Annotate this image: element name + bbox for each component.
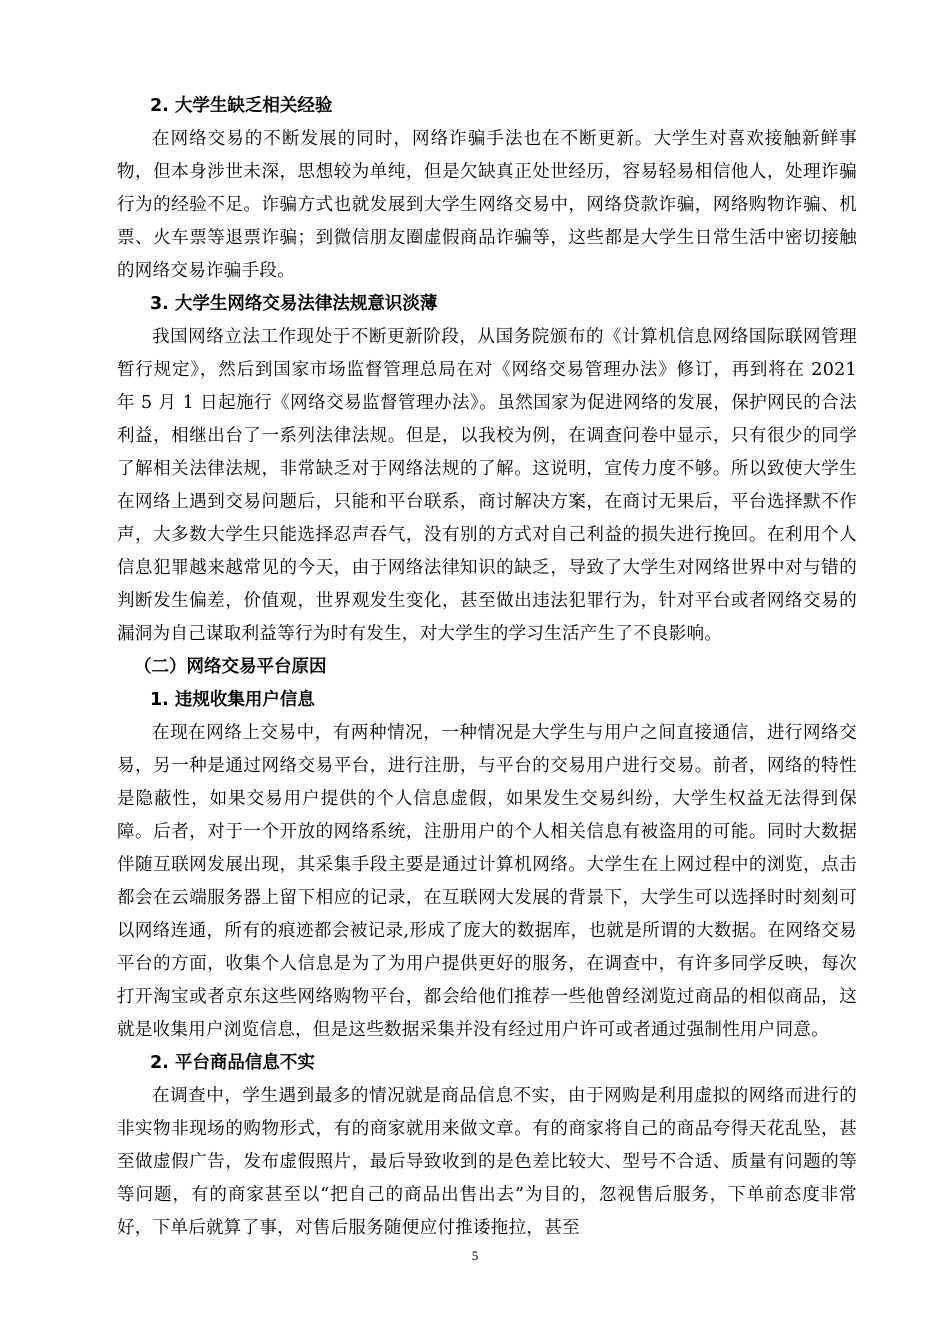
heading-false-info: 2. 平台商品信息不实 [150,1053,315,1073]
heading-platform-reasons: （二）网络交易平台原因 [134,657,327,677]
heading-illegal-collection: 1. 违规收集用户信息 [150,690,315,710]
paragraph-illegal-collection: 在现在网络上交易中，有两种情况，一种情况是大学生与用户之间直接通信，进行网络交易，另一种是通过网络交易平台，进行注册，与平台的交易用户进行交易。前者，网络的特性是隐蔽性，如果交易用户提供的个人信息虚假，如果发生交易纠纷，大学生权益无法得到保障。后者，对于一个开放的网络系统，注册用户的个人相关信息有被盗用的可能。同时大数据伴随互联网发展出现，其采集手段主要是通过计算机网络。大学生在上网过程中的浏览，点击都会在云端服务器上留下相应的记录，在互联网大发展的背景下，大学生可以选择时时刻刻可以网络连通，所有的痕迹都会被记录,形成了庞大的数据库，也就是所谓的大数据。在网络交易平台的方面，收集个人信息是为了为用户提供更好的服务，在调查中，有许多同学反映，每次打开淘宝或者京东这些网络购物平台，都会给他们推荐一些他曾经浏览过商品的相似商品，这就是收集用户浏览信息，但是这些数据采集并没有经过用户许可或者通过强制性用户同意。 [117,723,857,1040]
heading-law-awareness: 3. 大学生网络交易法律法规意识淡薄 [150,294,438,314]
paragraph-lack-experience: 在网络交易的不断发展的同时，网络诈骗手法也在不断更新。大学生对喜欢接触新鲜事物，但本身涉世未深，思想较为单纯，但是欠缺真正处世经历，容易轻易相信他人，处理诈骗行为的经验不足。诈骗方式也就发展到大学生网络交易中，网络贷款诈骗，网络购物诈骗、机票、火车票等退票诈骗；到微信朋友圈虚假商品诈骗等，这些都是大学生日常生活中密切接触的网络交易诈骗手段。 [117,129,857,281]
page-number: 5 [471,1248,479,1263]
heading-lack-experience: 2. 大学生缺乏相关经验 [150,96,333,116]
paragraph-false-info: 在调查中，学生遇到最多的情况就是商品信息不实，由于网购是利用虚拟的网络而进行的非实物非现场的购物形式，有的商家就用来做文章。有的商家将自己的商品夸得天花乱坠，甚至做虚假广告，发布虚假照片，最后导致收到的是色差比较大、型号不合适、质量有问题的等等问题，有的商家甚至以“把自己的商品出售出去”为目的，忽视售后服务，下单前态度非常好，下单后就算了事，对售后服务随便应付推诿拖拉，甚至 [117,1086,857,1238]
document-body [117,90,857,1245]
paragraph-law-awareness: 我国网络立法工作现处于不断更新阶段，从国务院颁布的《计算机信息网络国际联网管理暂行规定》，然后到国家市场监督管理总局在对《网络交易管理办法》修订，再到将在 2021 年 5 月 1 日起施行《网络交易监督管理办法》。虽然国家为促进网络的发展，保护网民的合法利益，相继出台了一系列法律法规。但是，以我校为例，在调查问卷中显示，只有很少的同学了解相关法律法规，非常缺乏对于网络法规的了解。这说明，宣传力度不够。所以致使大学生在网络上遇到交易问题后，只能和平台联系，商讨解决方案，在商讨无果后，平台选择默不作声，大多数大学生只能选择忍声吞气，没有别的方式对自己利益的损失进行挽回。在利用个人信息犯罪越来越常见的今天，由于网络法律知识的缺乏，导致了大学生对网络世界中对与错的判断发生偏差，价值观，世界观发生变化，甚至做出违法犯罪行为，针对平台或者网络交易的漏洞为自己谋取利益等行为时有发生，对大学生的学习生活产生了不良影响。 [117,327,857,644]
